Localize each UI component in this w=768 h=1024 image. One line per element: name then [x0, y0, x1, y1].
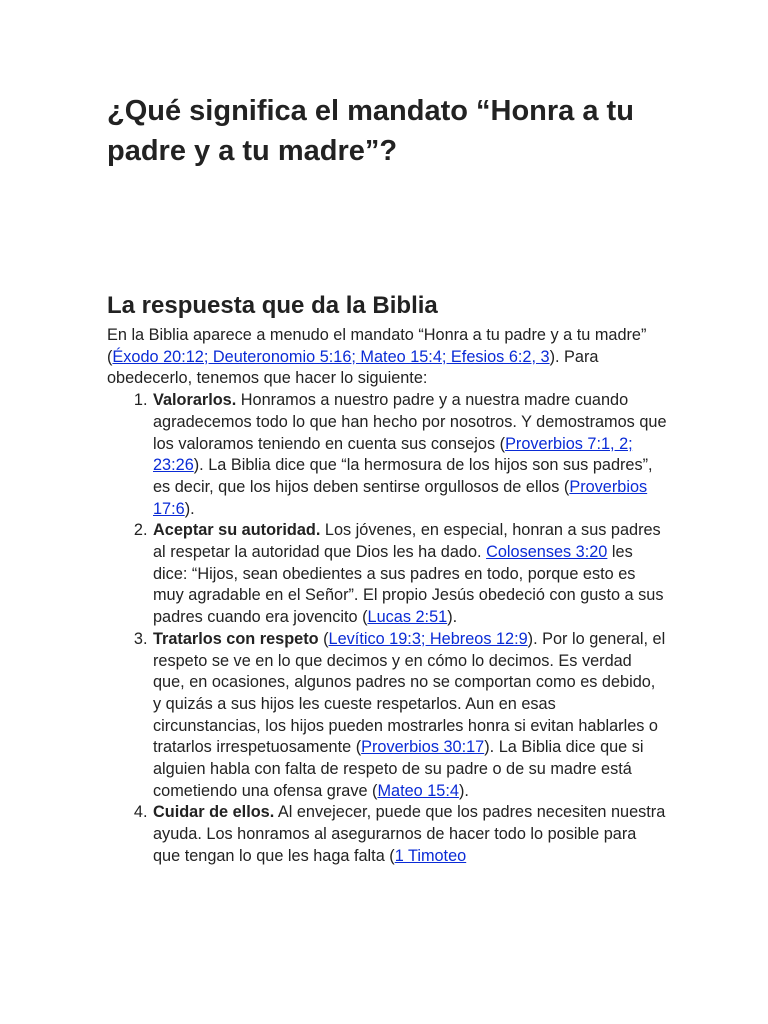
scripture-link[interactable]: Colosenses 3:20	[486, 543, 608, 562]
list-item	[152, 390, 667, 520]
section-heading: La respuesta que da la Biblia	[107, 292, 438, 319]
list-item	[152, 802, 667, 867]
item-text: Honramos a nuestro padre y a nuestra madre cuando agradecemos todo lo que han hecho por nosotros. Y demostramos que los valoramos teniendo en cuenta sus consejos (	[153, 391, 667, 453]
list-item	[152, 629, 667, 803]
scripture-link[interactable]: Proverbios 7:1, 2; 23:26	[153, 434, 633, 475]
scripture-link[interactable]: 1 Timoteo	[394, 846, 467, 865]
article-body	[107, 325, 667, 868]
steps-list	[107, 390, 667, 867]
item-heading: Tratarlos con respeto	[153, 629, 319, 648]
scripture-link[interactable]: Éxodo 20:12; Deuteronomio 5:16; Mateo 15:4; Efesios 6:2, 3	[112, 347, 550, 366]
item-heading: Valorarlos.	[153, 391, 237, 410]
intro-paragraph	[107, 325, 667, 390]
scripture-link[interactable]: Proverbios 17:6	[153, 477, 648, 518]
item-text: ).	[458, 781, 469, 800]
item-text: ). La Biblia dice que “la hermosura de los hijos son sus padres”, es decir, que los hijos deben sentirse orgullosos de ellos (	[153, 456, 653, 496]
item-text: ). Por lo general, el respeto se ve en lo que decimos y en cómo lo decimos. Es verdad que, en ocasiones, algunos padres no se comportan como es debido, y quizás a sus hijos les cueste respetarlos. Aun en esas circunstancias, los hijos pueden mostrarles honra si evitan hablarles o tratarlos irrespetuosamente (	[153, 629, 666, 757]
intro-text: En la Biblia aparece a menudo el mandato “Honra a tu padre y a tu madre” (	[107, 326, 647, 366]
scripture-link[interactable]: Mateo 15:4	[377, 781, 459, 800]
list-item	[152, 520, 667, 629]
item-text: Los jóvenes, en especial, honran a sus padres al respetar la autoridad que Dios les ha dado.	[153, 521, 661, 562]
item-text: les dice: “Hijos, sean obedientes a sus padres en todo, porque esto es muy agradable en el Señor”. El propio Jesús obedeció con gusto a sus padres cuando era jovencito (	[153, 543, 664, 627]
item-text: ).	[184, 499, 195, 518]
page-title: ¿Qué significa el mandato “Honra a tu padre y a tu madre”?	[107, 95, 634, 167]
item-text: (	[318, 629, 329, 648]
item-text: ).	[447, 608, 458, 627]
item-heading: Cuidar de ellos.	[153, 803, 275, 822]
scripture-link[interactable]: Levítico 19:3; Hebreos 12:9	[328, 629, 528, 648]
item-text: Al envejecer, puede que los padres necesiten nuestra ayuda. Los honramos al asegurarnos de hacer todo lo posible para que tengan lo que les haga falta (	[153, 803, 666, 865]
scripture-link[interactable]: Proverbios 30:17	[361, 738, 485, 757]
item-text: ). La Biblia dice que si alguien habla con falta de respeto de su padre o de su madre está cometiendo una ofensa grave (	[153, 738, 644, 800]
intro-text: ). Para obedecerlo, tenemos que hacer lo siguiente:	[107, 347, 599, 388]
scripture-link[interactable]: Lucas 2:51	[367, 608, 448, 627]
item-heading: Aceptar su autoridad.	[153, 521, 321, 540]
